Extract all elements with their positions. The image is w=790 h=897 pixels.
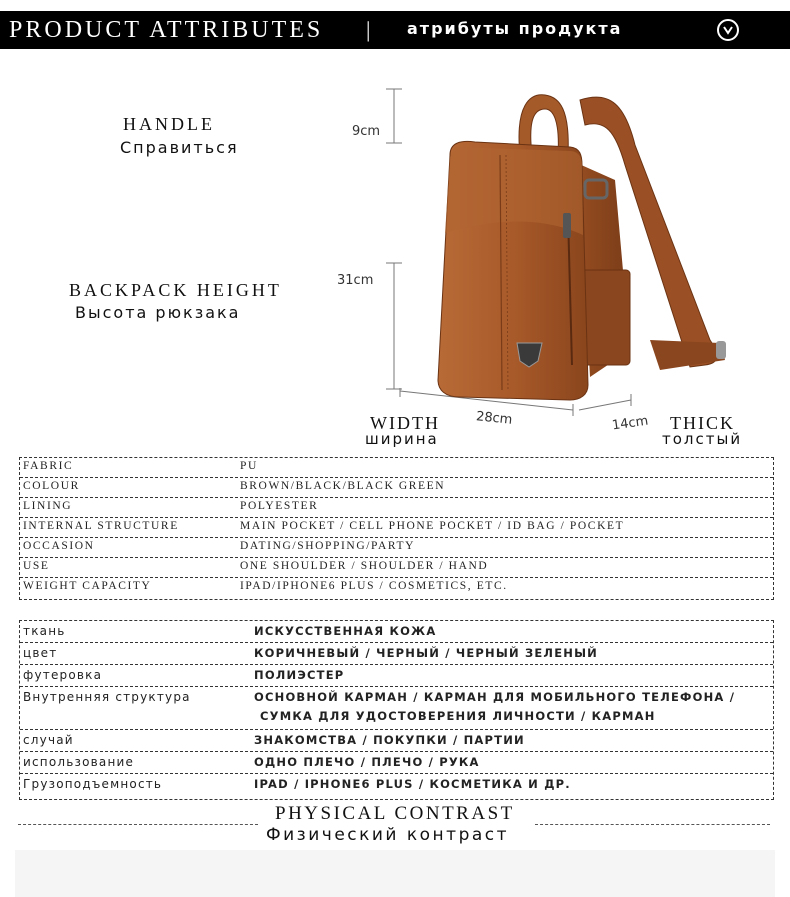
thick-label-ru: толстый — [662, 430, 743, 448]
attributes-table-en — [19, 457, 774, 600]
table-row: INTERNAL STRUCTURE MAIN POCKET / CELL PHONE POCKET / ID BAG / POCKET — [20, 518, 773, 538]
thick-dimension: 14cm — [611, 413, 650, 434]
section-title-ru: Физический контраст — [266, 825, 510, 845]
handle-label-ru: Справиться — [120, 138, 239, 157]
content-placeholder — [15, 850, 775, 897]
table-row: Грузоподъемность IPAD / IPHONE6 PLUS / КОСМЕТИКА И ДР. — [23, 777, 571, 791]
table-row: ткань ИСКУССТВЕННАЯ КОЖА — [20, 621, 773, 643]
table-row: COLOUR BROWN/BLACK/BLACK GREEN — [20, 478, 773, 498]
table-row: WEIGHT CAPACITY IPAD/IPHONE6 PLUS / COSMETICS, ETC. — [23, 580, 508, 592]
page-title: PRODUCT ATTRIBUTES — [9, 17, 324, 43]
table-row: футеровка ПОЛИЭСТЕР — [20, 665, 773, 687]
height-dimension: 31cm — [337, 273, 374, 288]
handle-dimension: 9cm — [352, 124, 381, 139]
header-bar — [0, 11, 790, 49]
table-row: FABRIC PU — [20, 458, 773, 478]
handle-label: HANDLE — [123, 114, 215, 134]
chevron-down-icon[interactable] — [717, 19, 739, 41]
divider-right — [535, 824, 770, 825]
table-row: использование ОДНО ПЛЕЧО / ПЛЕЧО / РУКА — [20, 752, 773, 774]
divider-left — [18, 824, 258, 825]
table-row: случай ЗНАКОМСТВА / ПОКУПКИ / ПАРТИИ — [20, 730, 773, 752]
table-row: USE ONE SHOULDER / SHOULDER / HAND — [20, 558, 773, 578]
attributes-table-ru — [19, 620, 774, 800]
table-row: OCCASION DATING/SHOPPING/PARTY — [20, 538, 773, 558]
page-title-ru: атрибуты продукта — [407, 19, 623, 38]
title-separator: | — [366, 17, 371, 42]
height-ruler — [380, 85, 410, 395]
thick-label: THICK — [670, 413, 735, 433]
width-label: WIDTH — [370, 413, 440, 433]
table-row: цвет КОРИЧНЕВЫЙ / ЧЕРНЫЙ / ЧЕРНЫЙ ЗЕЛЕНЫЙ — [20, 643, 773, 665]
section-title: PHYSICAL CONTRAST — [275, 803, 515, 824]
table-row: Внутренняя структура ОСНОВНОЙ КАРМАН / КАРМАН ДЛЯ МОБИЛЬНОГО ТЕЛЕФОНА / СУМКА ДЛЯ УДОСТОВЕРЕНИЯ ЛИЧНОСТИ / КАРМАН — [20, 687, 773, 730]
table-row: LINING POLYESTER — [20, 498, 773, 518]
height-label-ru: Высота рюкзака — [75, 303, 241, 322]
height-label: BACKPACK HEIGHT — [69, 280, 282, 300]
backpack-image — [420, 85, 740, 410]
width-dimension: 28cm — [475, 409, 514, 428]
width-label-ru: ширина — [365, 430, 439, 448]
